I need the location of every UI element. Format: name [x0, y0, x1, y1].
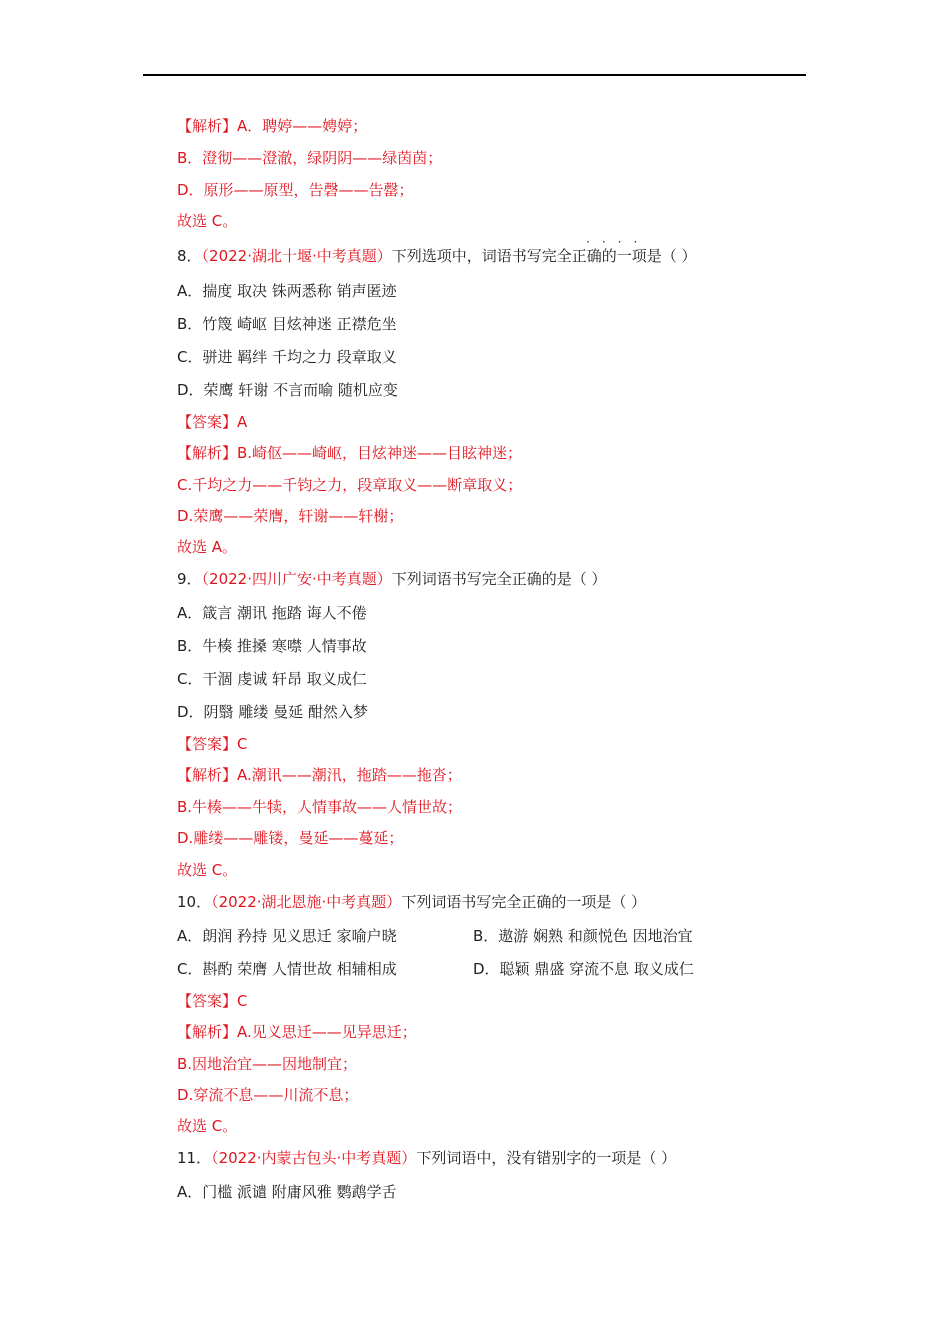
- q9-analysis-4: 故选 C。: [177, 861, 238, 879]
- q10-option-b: B．遨游 娴熟 和颜悦色 因地治宜: [473, 927, 693, 945]
- q8-analysis-2: C.千均之力——千钧之力，段章取义——断章取义；: [177, 476, 523, 494]
- q9-answer: 【答案】C: [177, 735, 248, 753]
- q9-stem: [177, 569, 607, 589]
- q8-answer: 【答案】A: [177, 413, 248, 431]
- q8-option-a: A．揣度 取决 铢两悉称 销声匿迹: [177, 282, 397, 300]
- q10-analysis-1: 【解析】A.见义思迁——见异思迁；: [177, 1023, 417, 1041]
- q9-option-c: C．干涸 虔诚 轩昂 取义成仁: [177, 670, 367, 688]
- q10-stem: [177, 892, 646, 912]
- q8-number: 8．: [177, 247, 202, 265]
- q10-analysis-2: B.因地治宜——因地制宜；: [177, 1055, 358, 1073]
- emphasis-dots: ····: [586, 235, 650, 249]
- q9-stem-text: 下列词语书写完全正确的是（ ）: [391, 570, 607, 588]
- q9-option-a: A．箴言 潮讯 拖踏 诲人不倦: [177, 604, 367, 622]
- q10-source: （2022·湖北恩施·中考真题）: [211, 893, 402, 911]
- q10-option-c: C．斟酌 荣膺 人情世故 相辅相成: [177, 960, 397, 978]
- q7-analysis-line-3: D．原形——原型，告磬——告罄；: [177, 181, 414, 199]
- q8-analysis-4: 故选 A。: [177, 538, 238, 556]
- q10-answer: 【答案】C: [177, 992, 248, 1010]
- q9-source: （2022·四川广安·中考真题）: [201, 570, 392, 588]
- q8-stem: [177, 246, 697, 266]
- q8-stem-text: 下列选项中，词语书写完全正确的一项是（ ）: [391, 247, 697, 265]
- q9-analysis-3: D.雕缕——雕镂，曼延——蔓延；: [177, 829, 404, 847]
- q11-number: 11．: [177, 1149, 212, 1167]
- q8-analysis-1: 【解析】B.崎伛——崎岖，目炫神迷——目眩神迷；: [177, 444, 523, 462]
- q10-analysis-3: D.穿流不息——川流不息；: [177, 1086, 359, 1104]
- q11-option-a: A．门槛 派谴 附庸风雅 鹦鹉学舌: [177, 1183, 397, 1201]
- q11-stem: [177, 1148, 676, 1168]
- q8-analysis-3: D.荣鹰——荣膺，轩谢——轩榭；: [177, 507, 404, 525]
- q10-option-a: A．朗润 矜持 见义思迁 家喻户晓: [177, 927, 397, 945]
- q9-analysis-2: B.牛楱——牛犊，人情事故——人情世故；: [177, 798, 463, 816]
- q8-option-b: B．竹篾 崎岖 目炫神迷 正襟危坐: [177, 315, 397, 333]
- q11-source: （2022·内蒙古包头·中考真题）: [211, 1149, 417, 1167]
- q7-analysis-line-2: B．澄彻——澄澈，绿阴阴——绿茵茵；: [177, 149, 443, 167]
- q10-option-d: D．聪颖 鼎盛 穿流不息 取义成仁: [473, 960, 694, 978]
- q7-analysis-line-4: 故选 C。: [177, 212, 238, 230]
- q8-option-d: D．荣鹰 轩谢 不言而喻 随机应变: [177, 381, 398, 399]
- q9-option-b: B．牛楱 推搡 寒噤 人情事故: [177, 637, 367, 655]
- q9-number: 9．: [177, 570, 202, 588]
- q9-analysis-1: 【解析】A.潮讯——潮汛，拖踏——拖沓；: [177, 766, 462, 784]
- q10-stem-text: 下列词语书写完全正确的一项是（ ）: [401, 893, 647, 911]
- q8-option-c: C．骈进 羁绊 千均之力 段章取义: [177, 348, 397, 366]
- q10-number: 10．: [177, 893, 212, 911]
- q10-analysis-4: 故选 C。: [177, 1117, 238, 1135]
- q7-analysis-line-1: 【解析】A．聘婷——娉婷；: [177, 117, 368, 135]
- q9-option-d: D．阴翳 雕缕 曼延 酣然入梦: [177, 703, 368, 721]
- header-rule: [143, 74, 806, 76]
- q11-stem-text: 下列词语中，没有错别字的一项是（ ）: [416, 1149, 677, 1167]
- q8-source: （2022·湖北十堰·中考真题）: [201, 247, 392, 265]
